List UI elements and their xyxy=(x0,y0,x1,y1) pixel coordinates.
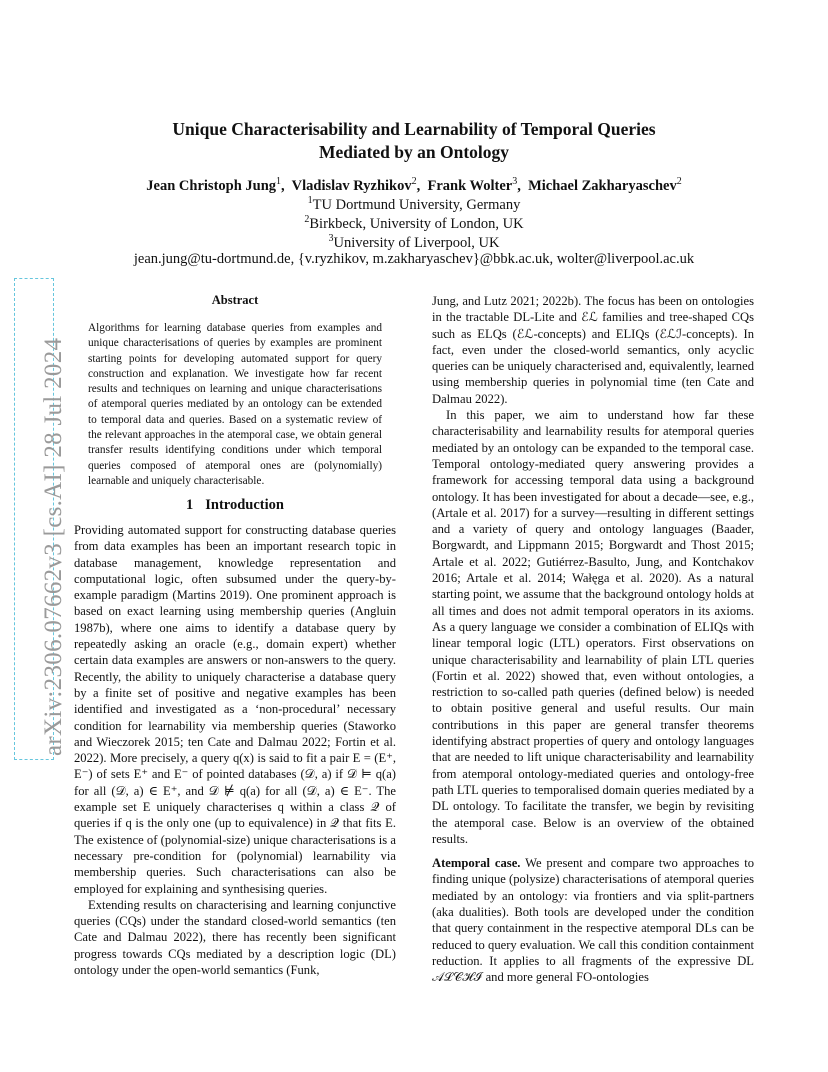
body-paragraph: In this paper, we aim to understand how far these characterisability and learnability results for atemporal queries mediated by an ontology can be expanded to the temporal case. Temporal ontology-mediated query answering provides a framework for accessing temporal data using a background ontology. It has been investigated for about a decade—see, e.g., (Artale et al. 2017) for a survey—resulting in different settings and a variety of query and ontology languages (Baader, Borgwardt, and Lippmann 2015; Borgwardt and Thost 2015; Artale et al. 2022; Gutiérrez-Basulto, Jung, and Kontchakov 2016; Artale et al. 2014; Wałęga et al. 2020). As a natural starting point, we assume that the background ontology holds at all times and does not admit temporal operators in its axioms. As a query language we consider a combination of ELIQs with linear temporal logic (LTL) operators. First observations on unique characterisability and learnability of plain LTL queries (Fortin et al. 2022) showed that, even without ontologies, a restriction to so-called path queries (defined below) is needed to obtain positive general and useful results. Our main contributions in this paper are general transfer theorems identifying abstract properties of query and ontology languages that are needed to lift unique characterisability and learnability from atemporal ontology-mediated queries and ontology-free path LTL queries to temporalised domain queries mediated by a DL ontology. To facilitate the transfer, we begin by revisiting the atemporal case. Below is an overview of the obtained results. xyxy=(432,408,754,846)
author-name: Vladislav Ryzhikov xyxy=(291,177,412,194)
affiliation-name: TU Dortmund University, Germany xyxy=(312,196,521,213)
affiliation xyxy=(60,214,768,233)
section-title: Introduction xyxy=(205,497,284,513)
arxiv-identifier[interactable]: arXiv:2306.07662v3 [cs.AI] 28 Jul 2024 xyxy=(40,337,67,756)
affiliation-mark: 2 xyxy=(304,214,310,225)
paragraph-lead: Atemporal case. xyxy=(432,856,521,871)
left-column-body xyxy=(74,522,396,978)
paragraph-text: We present and compare two approaches to finding unique (polysize) characterisations of atemporal queries mediated by an ontology: via frontiers and via split-partners (aka dualities). Both tools are developed under the condition that query containment in the respective atemporal DLs can be reduced to query evaluation. We call this condition containment reduction. It applies to all fragments of the expressive DL 𝒜ℒ𝒞ℋℐ and more general FO-ontologies xyxy=(432,856,754,985)
affiliation xyxy=(60,195,768,214)
author-affil-mark: 1 xyxy=(276,176,282,187)
affiliation-mark: 3 xyxy=(328,233,334,244)
title-line-1: Unique Characterisability and Learnability of Temporal Queries xyxy=(172,119,656,139)
atemporal-paragraph xyxy=(432,855,754,985)
abstract-heading: Abstract xyxy=(211,293,259,307)
author-emails[interactable]: jean.jung@tu-dortmund.de, {v.ryzhikov, m.zakharyaschev}@bbk.ac.uk, wolter@liverpool.ac.uk xyxy=(133,251,695,267)
affiliation-name: Birkbeck, University of London, UK xyxy=(309,215,524,232)
author-affil-mark: 2 xyxy=(676,176,682,187)
author-name: Michael Zakharyaschev xyxy=(528,177,677,194)
affiliation-name: University of Liverpool, UK xyxy=(333,234,500,251)
right-column-body xyxy=(432,293,754,985)
abstract-text: Algorithms for learning database queries from examples and unique characterisations of queries by examples are prominent starting points for developing automated support for query construction and explanation. We investigate how far recent results and techniques on learning and unique characterisations of atemporal queries mediated by an ontology can be extended to temporal data and queries. Based on a systematic review of the relevant approaches in the atemporal case, we obtain general transfer results identifying conditions under which temporal queries composed of atemporal ones are (polynomially) learnable and uniquely characterisable. xyxy=(88,322,382,487)
body-paragraph: Jung, and Lutz 2021; 2022b). The focus has been on ontologies in the tractable DL-Lite and ℰℒ families and tree-shaped CQs such as ELQs (ℰℒ-concepts) and ELIQs (ℰℒℐ-concepts). In fact, even under the closed-world semantics, only acyclic queries can be uniquely characterised and, equivalently, learned using membership queries in polynomial time (ten Cate and Dalmau 2022). xyxy=(432,294,754,406)
paper-title xyxy=(60,118,768,164)
body-paragraph: Extending results on characterising and learning conjunctive queries (CQs) under the standard closed-world semantics (ten Cate and Dalmau 2022), there has recently been significant progress towards CQs mediated by a description logic (DL) ontology under the open-world semantics (Funk, xyxy=(74,897,396,978)
affiliation xyxy=(60,233,768,252)
section-number: 1 xyxy=(186,497,194,513)
affiliation-mark: 1 xyxy=(307,195,313,206)
author-affil-mark: 2 xyxy=(411,176,417,187)
title-line-2: Mediated by an Ontology xyxy=(318,142,510,162)
author-affil-mark: 3 xyxy=(512,176,518,187)
author-list: Jean Christoph Jung$^1$, Vladislav Ryzhikov$^2$, Frank Wolter$^3$, Michael Zakharyaschev$^2$ xyxy=(146,176,682,194)
body-paragraph: Providing automated support for constructing database queries from data examples has been an important research topic in database management, knowledge representation and computational logic, often subsumed under the query-by-example paradigm (Martins 2019). One prominent approach is based on exact learning using membership queries (Angluin 1987b), where one aims to identify a database query by repeatedly asking an oracle (e.g., domain expert) whether certain data examples are answers or non-answers to the query. Recently, the ability to uniquely characterise a database query by a finite set of positive and negative examples has been identified and investigated as a ‘non-procedural’ necessary condition for learnability via membership queries (Staworko and Wieczorek 2015; ten Cate and Dalmau 2022; Fortin et al. 2022). More precisely, a query q(x) is said to fit a pair E = (E⁺, E⁻) of sets E⁺ and E⁻ of pointed databases (𝒟, a) if 𝒟 ⊨ q(a) for all (𝒟, a) ∈ E⁺, and 𝒟 ⊭ q(a) for all (𝒟, a) ∈ E⁻. The example set E uniquely characterises q within a class 𝒬 of queries if q is the only one (up to equivalence) in 𝒬 that fits E. The existence of (polynomial-size) unique characterisations is a necessary pre-condition for (polynomial) learnability via membership queries. Such characterisations can also be employed for explaining and synthesising queries. xyxy=(74,523,396,896)
section-heading xyxy=(74,497,396,514)
author-name: Jean Christoph Jung xyxy=(146,177,277,194)
author-name: Frank Wolter xyxy=(427,177,513,194)
